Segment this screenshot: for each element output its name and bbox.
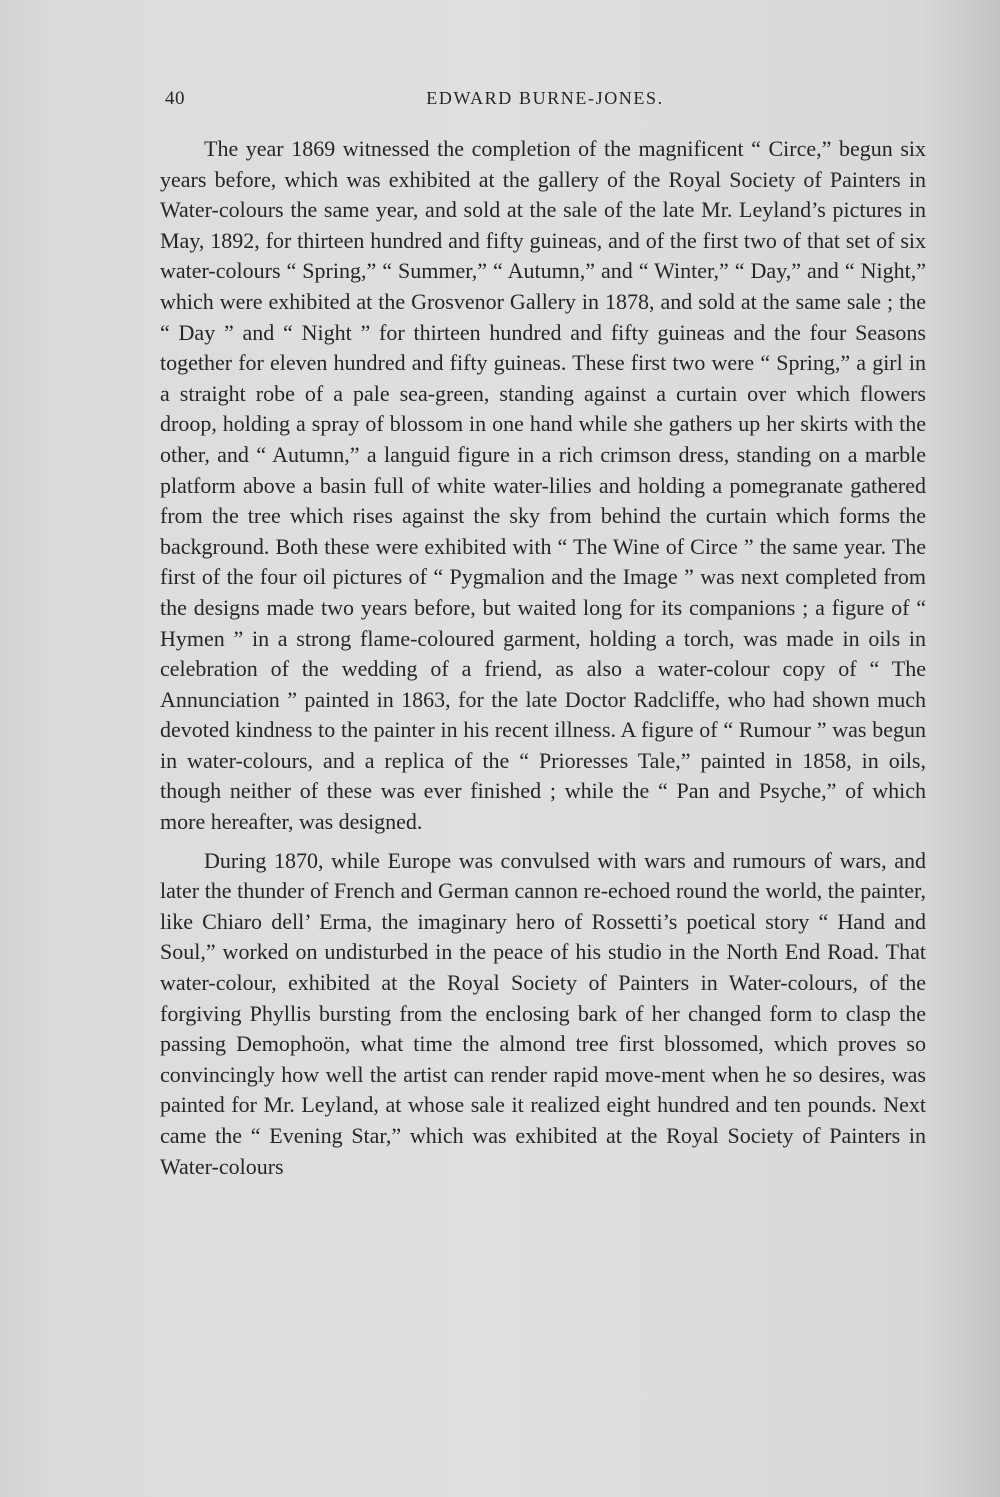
page-header xyxy=(165,88,925,118)
body-text xyxy=(160,134,926,1182)
paragraph: During 1870, while Europe was convulsed with wars and rumours of wars, and later the thunder of French and German cannon re-echoed round the world, the painter, like Chiaro dell’ Erma, the imaginary hero of Rossetti’s poetical story “ Hand and Soul,” worked on undisturbed in the peace of his studio in the North End Road. That water-colour, exhibited at the Royal Society of Painters in Water-colours, of the forgiving Phyllis bursting from the enclosing bark of her changed form to clasp the passing Demophoön, what time the almond tree first blossomed, which proves so convincingly how well the artist can render rapid move-ment when he so desires, was painted for Mr. Leyland, at whose sale it realized eight hundred and ten pounds. Next came the “ Evening Star,” which was exhibited at the Royal Society of Painters in Water-colours xyxy=(160,847,926,1179)
running-head: EDWARD BURNE-JONES. xyxy=(426,88,664,108)
paragraph: The year 1869 witnessed the completion of the magnificent “ Circe,” begun six years before, which was exhibited at the gallery of the Royal Society of Painters in Water-colours the same year, and sold at the sale of the late Mr. Leyland’s pictures in May, 1892, for thirteen hundred and fifty guineas, and of the first two of that set of six water-colours “ Spring,” “ Summer,” “ Autumn,” and “ Winter,” “ Day,” and “ Night,” which were exhibited at the Grosvenor Gallery in 1878, and sold at the same sale ; the “ Day ” and “ Night ” for thirteen hundred and fifty guineas and the four Seasons together for eleven hundred and fifty guineas. These first two were “ Spring,” a girl in a straight robe of a pale sea-green, standing against a curtain over which flowers droop, holding a spray of blossom in one hand while she gathers up her skirts with the other, and “ Autumn,” a languid figure in a rich crimson dress, standing on a marble platform above a basin full of white water-lilies and holding a pomegranate gathered from the tree which rises against the sky from behind the curtain which forms the background. Both these were exhibited with “ The Wine of Circe ” the same year. The first of the four oil pictures of “ Pygmalion and the Image ” was next completed from the designs made two years before, but waited long for its companions ; a figure of “ Hymen ” in a strong flame-coloured garment, holding a torch, was made in oils in celebration of the wedding of a friend, as also a water-colour copy of “ The Annunciation ” painted in 1863, for the late Doctor Radcliffe, who had shown much devoted kindness to the painter in his recent illness. A figure of “ Rumour ” was begun in water-colours, and a replica of the “ Prioresses Tale,” painted in 1858, in oils, though neither of these was ever finished ; while the “ Pan and Psyche,” of which more hereafter, was designed. xyxy=(160,136,926,835)
page-number: 40 xyxy=(165,88,185,109)
